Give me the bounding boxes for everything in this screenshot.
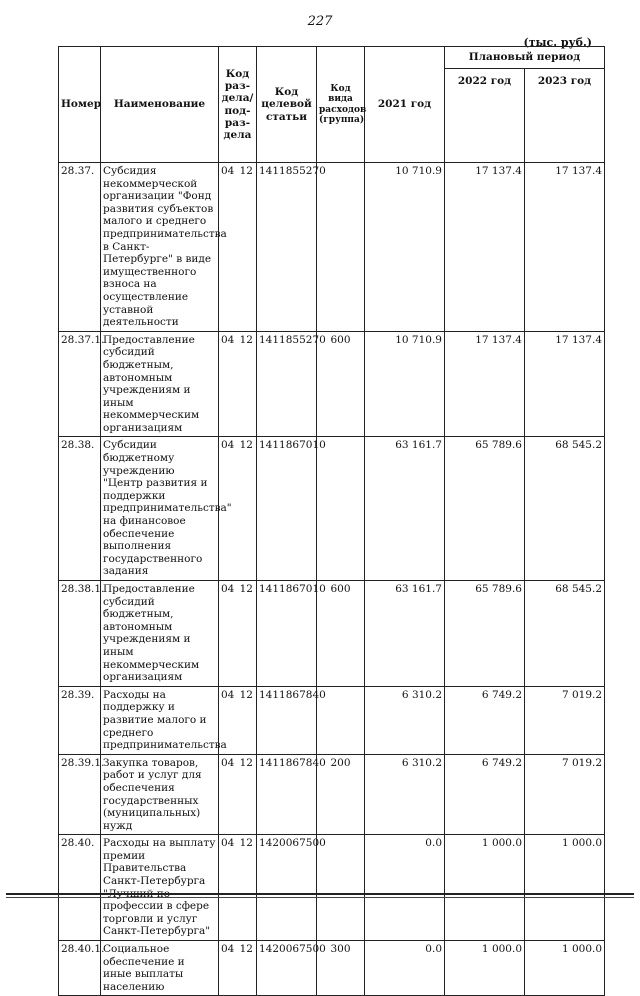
table-body <box>59 163 605 996</box>
row-name: Социальное обеспечение и иные выплаты населению <box>101 941 219 996</box>
row-number: 28.40. <box>59 835 101 941</box>
row-value-2022: 1 000.0 <box>445 835 525 941</box>
row-number: 28.38.1. <box>59 581 101 687</box>
budget-table <box>58 46 605 996</box>
table-row <box>59 686 605 754</box>
units-label: (тыс. руб.) <box>523 36 592 49</box>
row-expense-type: 200 <box>317 754 365 835</box>
header-year-2023: 2023 год <box>525 69 605 163</box>
row-name: Предоставление субсидий бюджетным, автономным учреждениям и иным некоммерческим организациям <box>101 581 219 687</box>
row-number: 28.39.1. <box>59 754 101 835</box>
header-target-code: Код целевой статьи <box>257 47 317 163</box>
row-expense-type <box>317 163 365 332</box>
row-value-2023: 68 545.2 <box>525 581 605 687</box>
row-expense-type: 600 <box>317 331 365 437</box>
table-row <box>59 941 605 996</box>
row-value-2022: 6 749.2 <box>445 686 525 754</box>
row-value-2022: 1 000.0 <box>445 941 525 996</box>
table-header <box>59 47 605 163</box>
row-number: 28.38. <box>59 437 101 581</box>
row-value-2021: 6 310.2 <box>365 686 445 754</box>
header-year-2022: 2022 год <box>445 69 525 163</box>
row-value-2021: 6 310.2 <box>365 754 445 835</box>
row-value-2021: 0.0 <box>365 941 445 996</box>
row-section-code: 04 12 <box>219 581 257 687</box>
row-section-code: 04 12 <box>219 941 257 996</box>
bottom-divider <box>6 893 634 895</box>
header-expense-type: Код вида расходов (группа) <box>317 47 365 163</box>
row-name: Субсидия некоммерческой организации "Фонд развития субъектов малого и среднего предпринимательства в Санкт-Петербурге" в виде имущественного взноса на осуществление уставной деятельности <box>101 163 219 332</box>
row-number: 28.37. <box>59 163 101 332</box>
row-value-2021: 10 710.9 <box>365 331 445 437</box>
header-number: Номер <box>59 47 101 163</box>
page-number: 227 <box>307 14 333 29</box>
table-row <box>59 581 605 687</box>
row-expense-type: 300 <box>317 941 365 996</box>
row-value-2022: 6 749.2 <box>445 754 525 835</box>
row-expense-type <box>317 835 365 941</box>
table-row <box>59 835 605 941</box>
row-section-code: 04 12 <box>219 163 257 332</box>
row-expense-type: 600 <box>317 581 365 687</box>
row-target-code: 1411855270 <box>257 331 317 437</box>
row-section-code: 04 12 <box>219 437 257 581</box>
row-target-code: 1411867840 <box>257 754 317 835</box>
table-row <box>59 437 605 581</box>
table-row <box>59 163 605 332</box>
row-value-2021: 10 710.9 <box>365 163 445 332</box>
row-section-code: 04 12 <box>219 754 257 835</box>
row-value-2023: 68 545.2 <box>525 437 605 581</box>
header-planned-period: Плановый период <box>445 47 605 69</box>
row-value-2023: 1 000.0 <box>525 835 605 941</box>
row-section-code: 04 12 <box>219 686 257 754</box>
row-target-code: 1411855270 <box>257 163 317 332</box>
row-name: Предоставление субсидий бюджетным, автономным учреждениям и иным некоммерческим организациям <box>101 331 219 437</box>
row-value-2023: 17 137.4 <box>525 163 605 332</box>
row-target-code: 1420067500 <box>257 941 317 996</box>
header-year-2021: 2021 год <box>365 47 445 163</box>
row-name: Закупка товаров, работ и услуг для обеспечения государственных (муниципальных) нужд <box>101 754 219 835</box>
row-expense-type <box>317 437 365 581</box>
row-number: 28.39. <box>59 686 101 754</box>
row-value-2021: 63 161.7 <box>365 581 445 687</box>
row-section-code: 04 12 <box>219 331 257 437</box>
row-target-code: 1420067500 <box>257 835 317 941</box>
row-target-code: 1411867010 <box>257 437 317 581</box>
row-value-2021: 0.0 <box>365 835 445 941</box>
row-value-2022: 65 789.6 <box>445 437 525 581</box>
row-name: Субсидии бюджетному учреждению "Центр развития и поддержки предпринимательства" на финансовое обеспечение выполнения государственного задания <box>101 437 219 581</box>
row-value-2023: 7 019.2 <box>525 686 605 754</box>
table-row <box>59 331 605 437</box>
row-number: 28.40.1. <box>59 941 101 996</box>
row-section-code: 04 12 <box>219 835 257 941</box>
row-value-2022: 17 137.4 <box>445 331 525 437</box>
row-target-code: 1411867840 <box>257 686 317 754</box>
row-value-2023: 17 137.4 <box>525 331 605 437</box>
bottom-divider-thin <box>6 897 634 898</box>
table-row <box>59 754 605 835</box>
header-name: Наименование <box>101 47 219 163</box>
row-value-2023: 7 019.2 <box>525 754 605 835</box>
row-name: Расходы на выплату премии Правительства Санкт-Петербурга "Лучший по профессии в сфере торговли и услуг Санкт-Петербурга" <box>101 835 219 941</box>
row-target-code: 1411867010 <box>257 581 317 687</box>
row-name: Расходы на поддержку и развитие малого и среднего предпринимательства <box>101 686 219 754</box>
row-value-2022: 65 789.6 <box>445 581 525 687</box>
row-number: 28.37.1. <box>59 331 101 437</box>
row-value-2023: 1 000.0 <box>525 941 605 996</box>
row-value-2022: 17 137.4 <box>445 163 525 332</box>
header-section-code: Код раз-дела/ под-раз-дела <box>219 47 257 163</box>
row-value-2021: 63 161.7 <box>365 437 445 581</box>
